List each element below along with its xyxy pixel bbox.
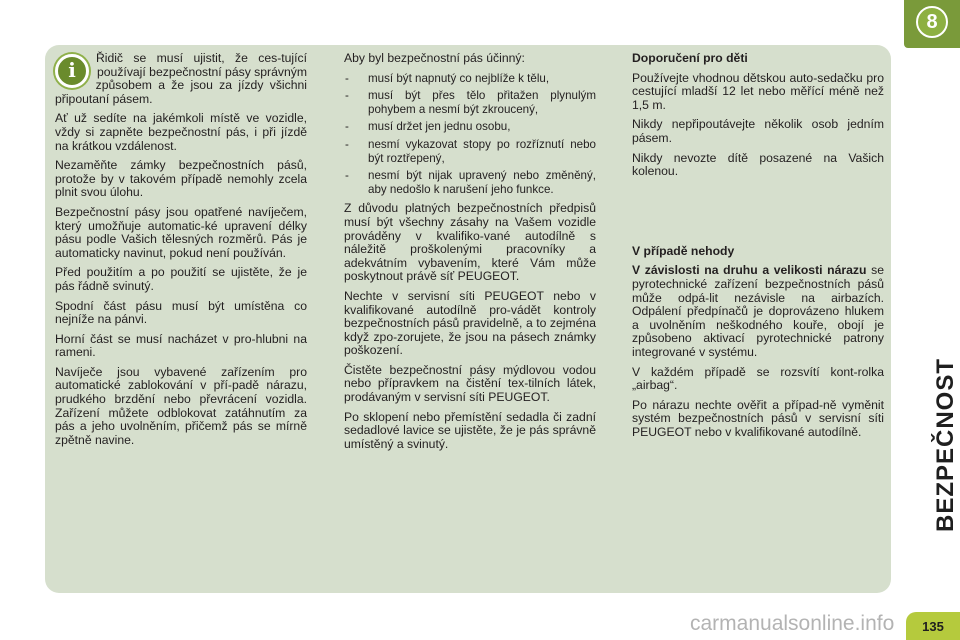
accident-lead: V závislosti na druhu a velikosti nárazu: [632, 263, 867, 278]
paragraph: Horní část se musí nacházet v pro-hlubni na rameni.: [55, 331, 307, 360]
paragraph: Po nárazu nechte ověřit a případ-ně vyměnit systém bezpečnostních pásů v servisní síti PEUGEOT nebo v kvalifikované autodílně.: [632, 397, 884, 439]
column-belt-requirements: [344, 52, 596, 457]
info-icon: i: [55, 54, 89, 88]
chapter-sidebar: [904, 0, 960, 640]
spacer: [632, 185, 884, 245]
paragraph: Z důvodu platných bezpečnostních předpisů musí být všechny zásahy na Vašem vozidle prováděny v kvalifiko-vané autodílně s náležitě proškolenými pracovníky a adekvátním vybavením, které Vám může poskytnout právě síť PEUGEOT.: [344, 201, 596, 284]
paragraph: Nechte v servisní síti PEUGEOT nebo v kvalifikované autodílně pro-vádět kontroly bezpečnostních pásů pravidelně, a to zejména když zpo-zorujete, že jsou na pásech známky poškození.: [344, 288, 596, 358]
paragraph: Ať už sedíte na jakémkoli místě ve vozidle, vždy si zapněte bezpečnostní pás, i při jízdě na krátkou vzdálenost.: [55, 111, 307, 153]
paragraph: Před použitím a po použití se ujistěte, že je pás řádně svinutý.: [55, 265, 307, 293]
chapter-number: 8: [916, 6, 948, 38]
list-item: - musí být přes tělo přitažen plynulým pohybem a nesmí být zkroucený,: [344, 89, 596, 116]
paragraph: Používejte vhodnou dětskou auto-sedačku pro cestující mladší 12 let nebo měřící méně než 1,5 m.: [632, 70, 884, 112]
paragraph: Nikdy nevozte dítě posazené na Vašich kolenou.: [632, 150, 884, 179]
list-item: - musí být napnutý co nejblíže k tělu,: [344, 72, 596, 86]
paragraph: Nikdy nepřipoutávejte několik osob jedním pásem.: [632, 117, 884, 145]
column-children-accident: [632, 52, 884, 445]
page-number: 135: [906, 612, 960, 640]
paragraph: Řidič se musí ujistit, že ces-tující používají bezpečnostní pásy správným způsobem a že jsou za jízdy všichni připoutaní pásem.: [55, 51, 308, 106]
accident-heading: V případě nehody: [632, 243, 735, 258]
list-item: - nesmí vykazovat stopy po rozříznutí nebo být roztřepený,: [344, 138, 596, 165]
paragraph: Navíječe jsou vybavené zařízením pro automatické zablokování v pří-padě nárazu, prudkého brzdění nebo převrácení vozidla. Zařízení můžete odblokovat zatáhnutím za pás a jeho uvolněním, přičemž pás se mírně zpětně navine.: [55, 364, 307, 447]
paragraph: Bezpečnostní pásy jsou opatřené navíječem, který umožňuje automatic-ké upravení délky pásu podle Vašich tělesných rozměrů. Pás je automaticky navinut, pokud není používán.: [55, 204, 307, 260]
paragraph: Spodní část pásu musí být umístěna co nejníže na pánvi.: [55, 298, 307, 327]
list-item: - musí držet jen jednu osobu,: [344, 120, 596, 134]
children-heading: Doporučení pro děti: [632, 51, 748, 65]
watermark: carmanualsonline.info: [690, 612, 895, 635]
paragraph: V každém případě se rozsvítí kont-rolka „airbag“.: [632, 364, 884, 393]
accident-rest: se pyrotechnické zařízení bezpečnostních pásů může odpá-lit nezávisle na airbazích. Odpálení předpínačů je doprovázeno hlukem a uvolněním neškodného kouře, obojí je způsobeno aktivací pyrotechnické patrony integrované v systému.: [632, 263, 884, 359]
intro-text: Aby byl bezpečnostní pás účinný:: [344, 51, 525, 65]
list-item: - nesmí být nijak upravený nebo změněný, aby nedošlo k narušení jeho funkce.: [344, 169, 596, 196]
column-safety-notes: [55, 52, 307, 453]
section-title: BEZPEČNOST: [932, 357, 959, 532]
accident-paragraph: [632, 264, 884, 359]
paragraph: Nezaměňte zámky bezpečnostních pásů, protože by v takovém případě nemohly zcela plnit svou úlohu.: [55, 158, 307, 200]
requirements-list: [344, 72, 596, 197]
paragraph: Po sklopení nebo přemístění sedadla či zadní sedadlové lavice se ujistěte, že je pás správně umístěný a svinutý.: [344, 409, 596, 451]
paragraph: Čistěte bezpečnostní pásy mýdlovou vodou nebo přípravkem na čistění tex-tilních látek, prodávaným v servisní síti PEUGEOT.: [344, 362, 596, 405]
